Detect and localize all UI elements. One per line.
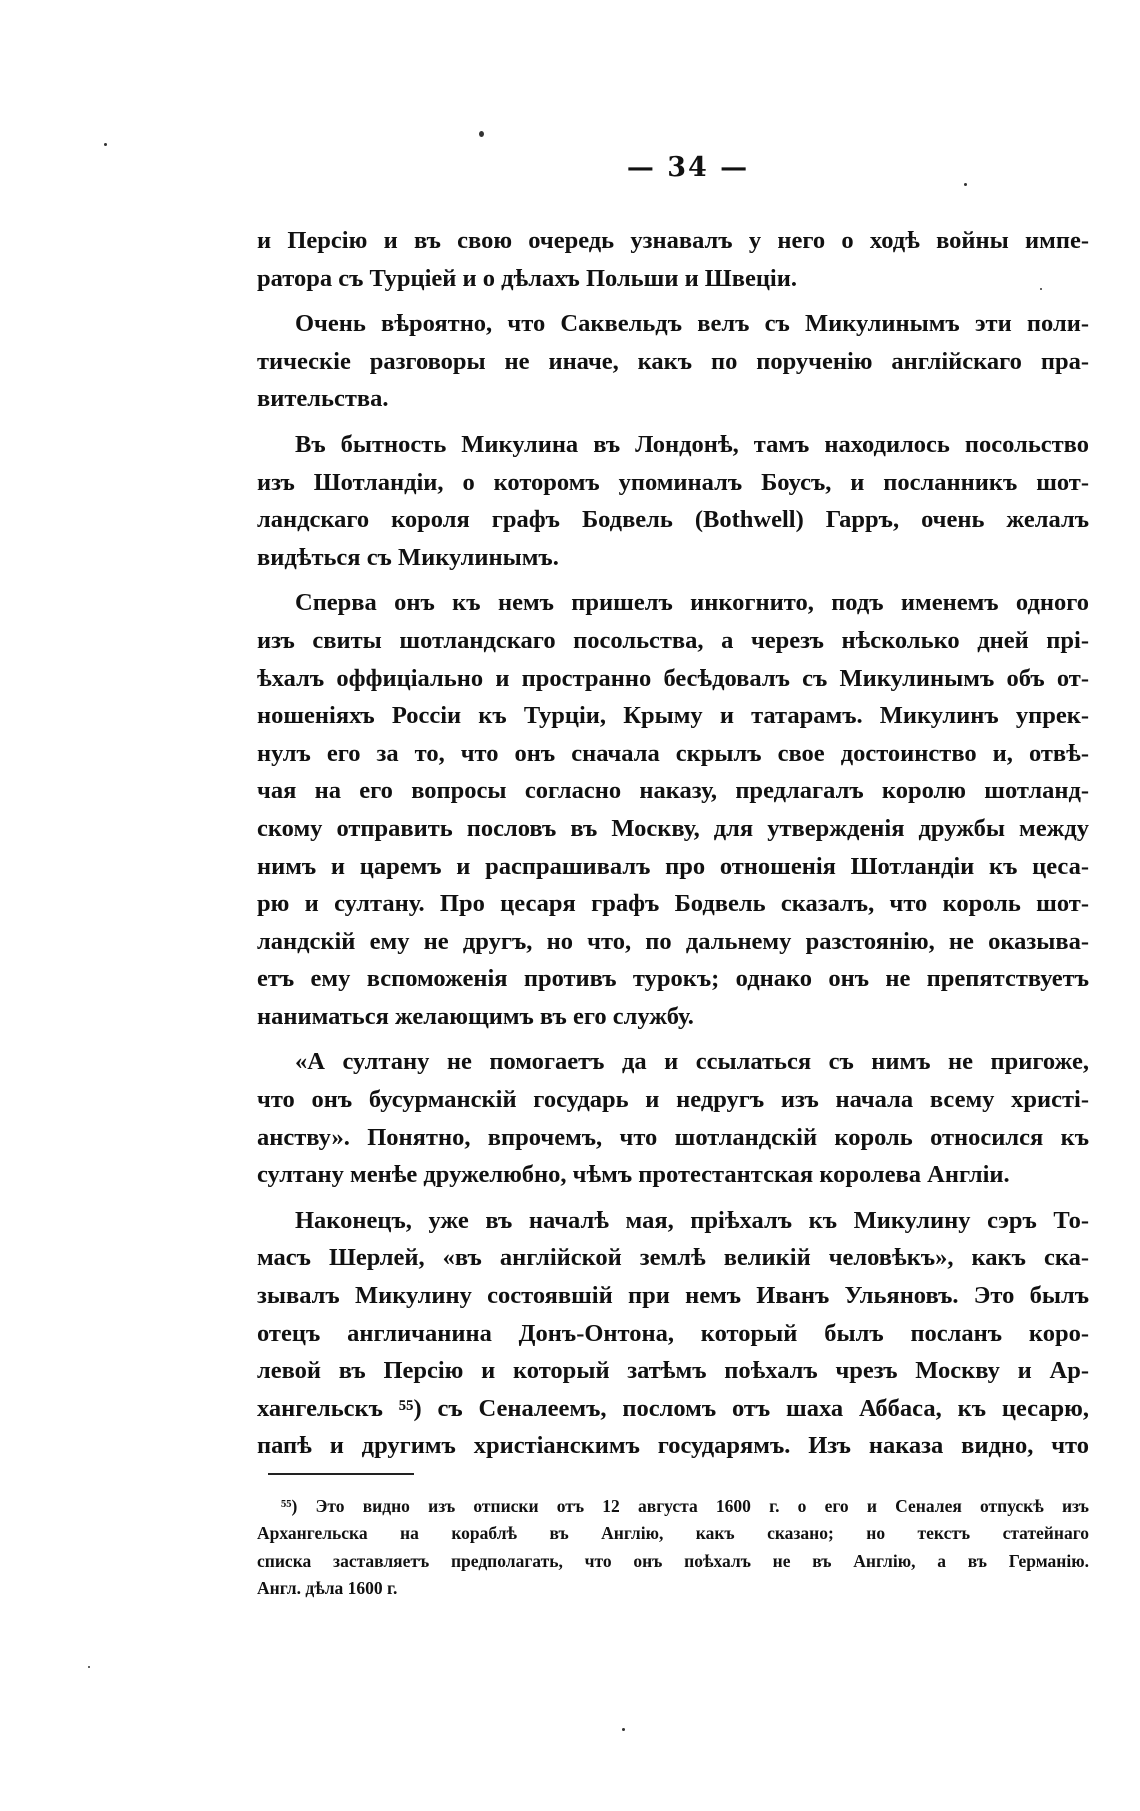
text-line: видѣться съ Микулинымъ.: [257, 543, 559, 571]
text-line: Сперва онъ къ немъ пришелъ инкогнито, подъ именемъ одного: [295, 589, 1089, 617]
text-line: анству». Понятно, впрочемъ, что шотландскій король относился къ: [257, 1123, 1089, 1151]
text-line: Въ бытность Микулина въ Лондонѣ, тамъ находилось посольство: [295, 430, 1089, 458]
body-text: [257, 222, 1089, 1473]
page-number-text: — 34 —: [626, 152, 750, 183]
text-line: хангельскъ ⁵⁵) съ Сеналеемъ, посломъ отъ шаха Аббаса, къ цесарю,: [257, 1394, 1089, 1422]
text-line: султану менѣе дружелюбно, чѣмъ протестантская королева Англіи.: [257, 1161, 1010, 1189]
scan-speck: [479, 131, 484, 137]
text-line: нимъ и царемъ и распрашивалъ про отношенія Шотландіи къ цеса-: [257, 852, 1089, 880]
text-line: скому отправить пословъ въ Москву, для утвержденія дружбы между: [257, 814, 1089, 842]
paragraph-2: [257, 305, 1089, 418]
text-line: нулъ его за то, что онъ сначала скрылъ свое достоинство и, отвѣ-: [257, 739, 1089, 767]
text-line: левой въ Персію и который затѣмъ поѣхалъ чрезъ Москву и Ар-: [257, 1357, 1089, 1385]
footnote-divider: [268, 1473, 414, 1475]
text-line: ѣхалъ оффиціально и пространно бесѣдовалъ съ Микулинымъ объ от-: [257, 664, 1089, 692]
scan-speck: [104, 143, 107, 146]
text-line: тическіе разговоры не иначе, какъ по порученію англійскаго пра-: [257, 347, 1089, 375]
text-line: етъ ему вспоможенія противъ турокъ; однако онъ не препятствуетъ: [257, 965, 1089, 993]
text-line: «А султану не помогаетъ да и ссылаться съ нимъ не пригоже,: [295, 1048, 1089, 1076]
footnote: [257, 1493, 1089, 1603]
scan-speck: [88, 1666, 90, 1668]
text-line: Очень вѣроятно, что Саквельдъ велъ съ Микулинымъ эти поли-: [295, 310, 1089, 338]
scan-speck: [1040, 288, 1042, 290]
footnote-line: списка заставляетъ предполагать, что онъ поѣхалъ не въ Англію, а въ Германію.: [257, 1550, 1089, 1571]
paragraph-5: [257, 1043, 1089, 1193]
paragraph-1: [257, 222, 1089, 297]
paragraph-3: [257, 426, 1089, 576]
text-line: Наконецъ, уже въ началѣ мая, пріѣхалъ къ Микулину сэръ То-: [295, 1206, 1089, 1234]
text-line: ношеніяхъ Россіи къ Турціи, Крыму и татарамъ. Микулинъ упрек-: [257, 702, 1089, 730]
paragraph-6: [257, 1202, 1089, 1465]
page-number: [0, 152, 1140, 183]
text-line: ландскаго короля графъ Бодвель (Bothwell) Гарръ, очень желалъ: [257, 506, 1089, 534]
text-line: вительства.: [257, 385, 389, 413]
footnote-line: ⁵⁵) Это видно изъ отписки отъ 12 августа 1600 г. о его и Сеналея отпускѣ изъ: [281, 1496, 1089, 1516]
paragraph-4: [257, 584, 1089, 1035]
text-line: папѣ и другимъ христіанскимъ государямъ. Изъ наказа видно, что: [257, 1432, 1089, 1460]
text-line: масъ Шерлей, «въ англійской землѣ великій человѣкъ», какъ ска-: [257, 1244, 1089, 1272]
footnote-line: Архангельска на кораблѣ въ Англію, какъ сказано; но текстъ статейнаго: [257, 1523, 1089, 1544]
scan-speck: [964, 183, 967, 186]
text-line: зывалъ Микулину состоявшій при немъ Иванъ Ульяновъ. Это былъ: [257, 1282, 1089, 1310]
text-line: и Персію и въ свою очередь узнавалъ у него о ходѣ войны импе-: [257, 227, 1089, 254]
text-line: отецъ англичанина Донъ-Онтона, который былъ посланъ коро-: [257, 1319, 1089, 1347]
text-line: изъ Шотландіи, о которомъ упоминалъ Боусъ, и посланникъ шот-: [257, 468, 1089, 496]
text-line: наниматься желающимъ въ его службу.: [257, 1002, 694, 1030]
text-line: чая на его вопросы согласно наказу, предлагалъ королю шотланд-: [257, 777, 1089, 805]
scan-speck: [622, 1728, 625, 1731]
text-line: изъ свиты шотландскаго посольства, а черезъ нѣсколько дней прі-: [257, 626, 1089, 654]
text-line: рю и султану. Про цесаря графъ Бодвель сказалъ, что король шот-: [257, 890, 1089, 918]
text-line: ратора съ Турціей и о дѣлахъ Польши и Швеціи.: [257, 264, 797, 292]
text-line: ландскій ему не другъ, но что, по дальнему разстоянію, не оказыва-: [257, 927, 1089, 955]
text-line: что онъ бусурманскій государь и недругъ изъ начала всему христі-: [257, 1086, 1089, 1114]
footnote-line: Англ. дѣла 1600 г.: [257, 1578, 398, 1599]
